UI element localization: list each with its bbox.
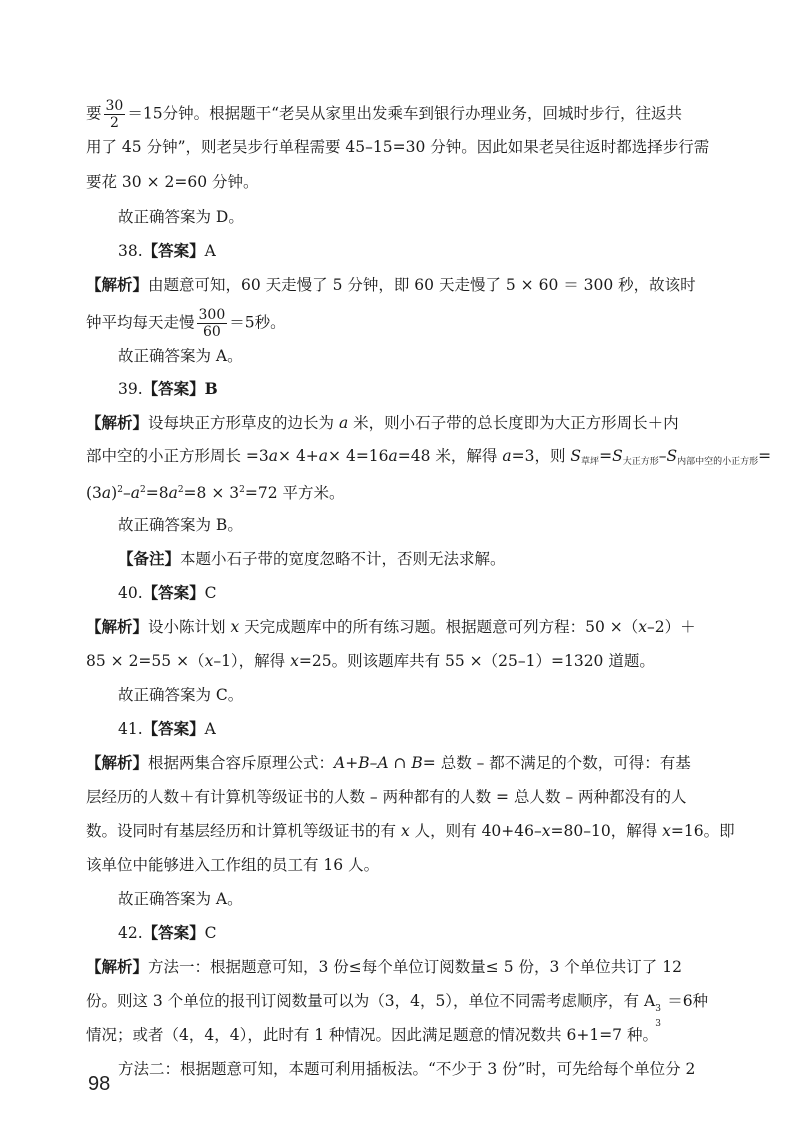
- answer-heading: 40.【答案】C: [118, 583, 217, 602]
- text-line: 要花 30 × 2=60 分钟。: [86, 173, 259, 191]
- answer-heading: 41.【答案】A: [118, 719, 216, 738]
- text-line: 故正确答案为 A。: [118, 890, 243, 908]
- page-number: 98: [88, 1073, 111, 1095]
- text-line: 数。设同时有基层经历和计算机等级证书的有 x 人，则有 40+46–x=80–10，解得 x=16。即: [86, 822, 735, 840]
- text-line: 份。则这 3 个单位的报刊订阅数量可以为（3，4，5），单位不同需考虑顺序，有 A 3 3 ＝6种: [86, 992, 709, 1029]
- answer-heading: 42.【答案】C: [118, 923, 217, 942]
- text-line: 该单位中能够进入工作组的员工有 16 人。: [86, 856, 380, 874]
- text-line: 要 $\frac{30}{2}$ ＝15分钟。根据题干“老吴从家里出发乘车到银行办理业务，回城时步行，往返共: [86, 98, 682, 131]
- fraction: $\frac{30}{2}$: [105, 98, 124, 131]
- text-line: 故正确答案为 B。: [118, 516, 243, 534]
- text-line: 【解析】方法一：根据题意可知，3 份≤每个单位订阅数量≤ 5 份，3 个单位共订了 12: [86, 957, 682, 976]
- text-line: 钟平均每天走慢 $\frac{300}{60}$ ＝5秒。: [86, 307, 286, 340]
- text-line: $(3a)^2-a^2=8a^2=8 \times 3^2=72$ 平方米。: [86, 484, 345, 502]
- text-line: 故正确答案为 A。: [118, 347, 243, 365]
- text-line: 【解析】根据两集合容斥原理公式：A+B–A ∩ B= 总数 – 都不满足的个数，可得：有基: [86, 753, 691, 772]
- text-line: 用了 45 分钟”，则老吴步行单程需要 45–15=30 分钟。因此如果老吴往返时都选择步行需: [86, 138, 710, 156]
- text-line: 【解析】由题意可知，60 天走慢了 5 分钟，即 60 天走慢了 5 × 60 ＝ 300 秒，故该时: [86, 275, 696, 294]
- text-line: 故正确答案为 D。: [118, 208, 244, 226]
- fraction: $\frac{300}{60}$: [198, 307, 226, 340]
- text-line: 情况；或者（4，4，4），此时有 1 种情况。因此满足题意的情况数共 6+1=7 种。: [86, 1026, 658, 1044]
- text-line: 【备注】本题小石子带的宽度忽略不计，否则无法求解。: [118, 549, 506, 568]
- text-line: 故正确答案为 C。: [118, 686, 244, 704]
- text-line: 部中空的小正方形周长 =3a× 4+a× 4=16a=48 米，解得 a=3，则 $S_{草坪}=S_{大正方形}-S_{内部中空的小正方形}=$: [86, 447, 772, 467]
- text-line: 【解析】设小陈计划 x 天完成题库中的所有练习题。根据题意可列方程：50 ×（x–2）＋: [86, 617, 696, 636]
- answer-heading: 38.【答案】A: [118, 241, 216, 260]
- text-line: 【解析】设每块正方形草皮的边长为 a 米，则小石子带的总长度即为大正方形周长＋内: [86, 413, 679, 432]
- text-line: 层经历的人数＋有计算机等级证书的人数 – 两种都有的人数 = 总人数 – 两种都没有的人: [86, 788, 687, 806]
- answer-heading: 39.【答案】B: [118, 379, 218, 398]
- text-line: 85 × 2=55 ×（x–1），解得 x=25。则该题库共有 55 ×（25–1）=1320 道题。: [86, 652, 655, 670]
- text-line: 方法二：根据题意可知，本题可利用插板法。“不少于 3 份”时，可先给每个单位分 2: [118, 1060, 696, 1078]
